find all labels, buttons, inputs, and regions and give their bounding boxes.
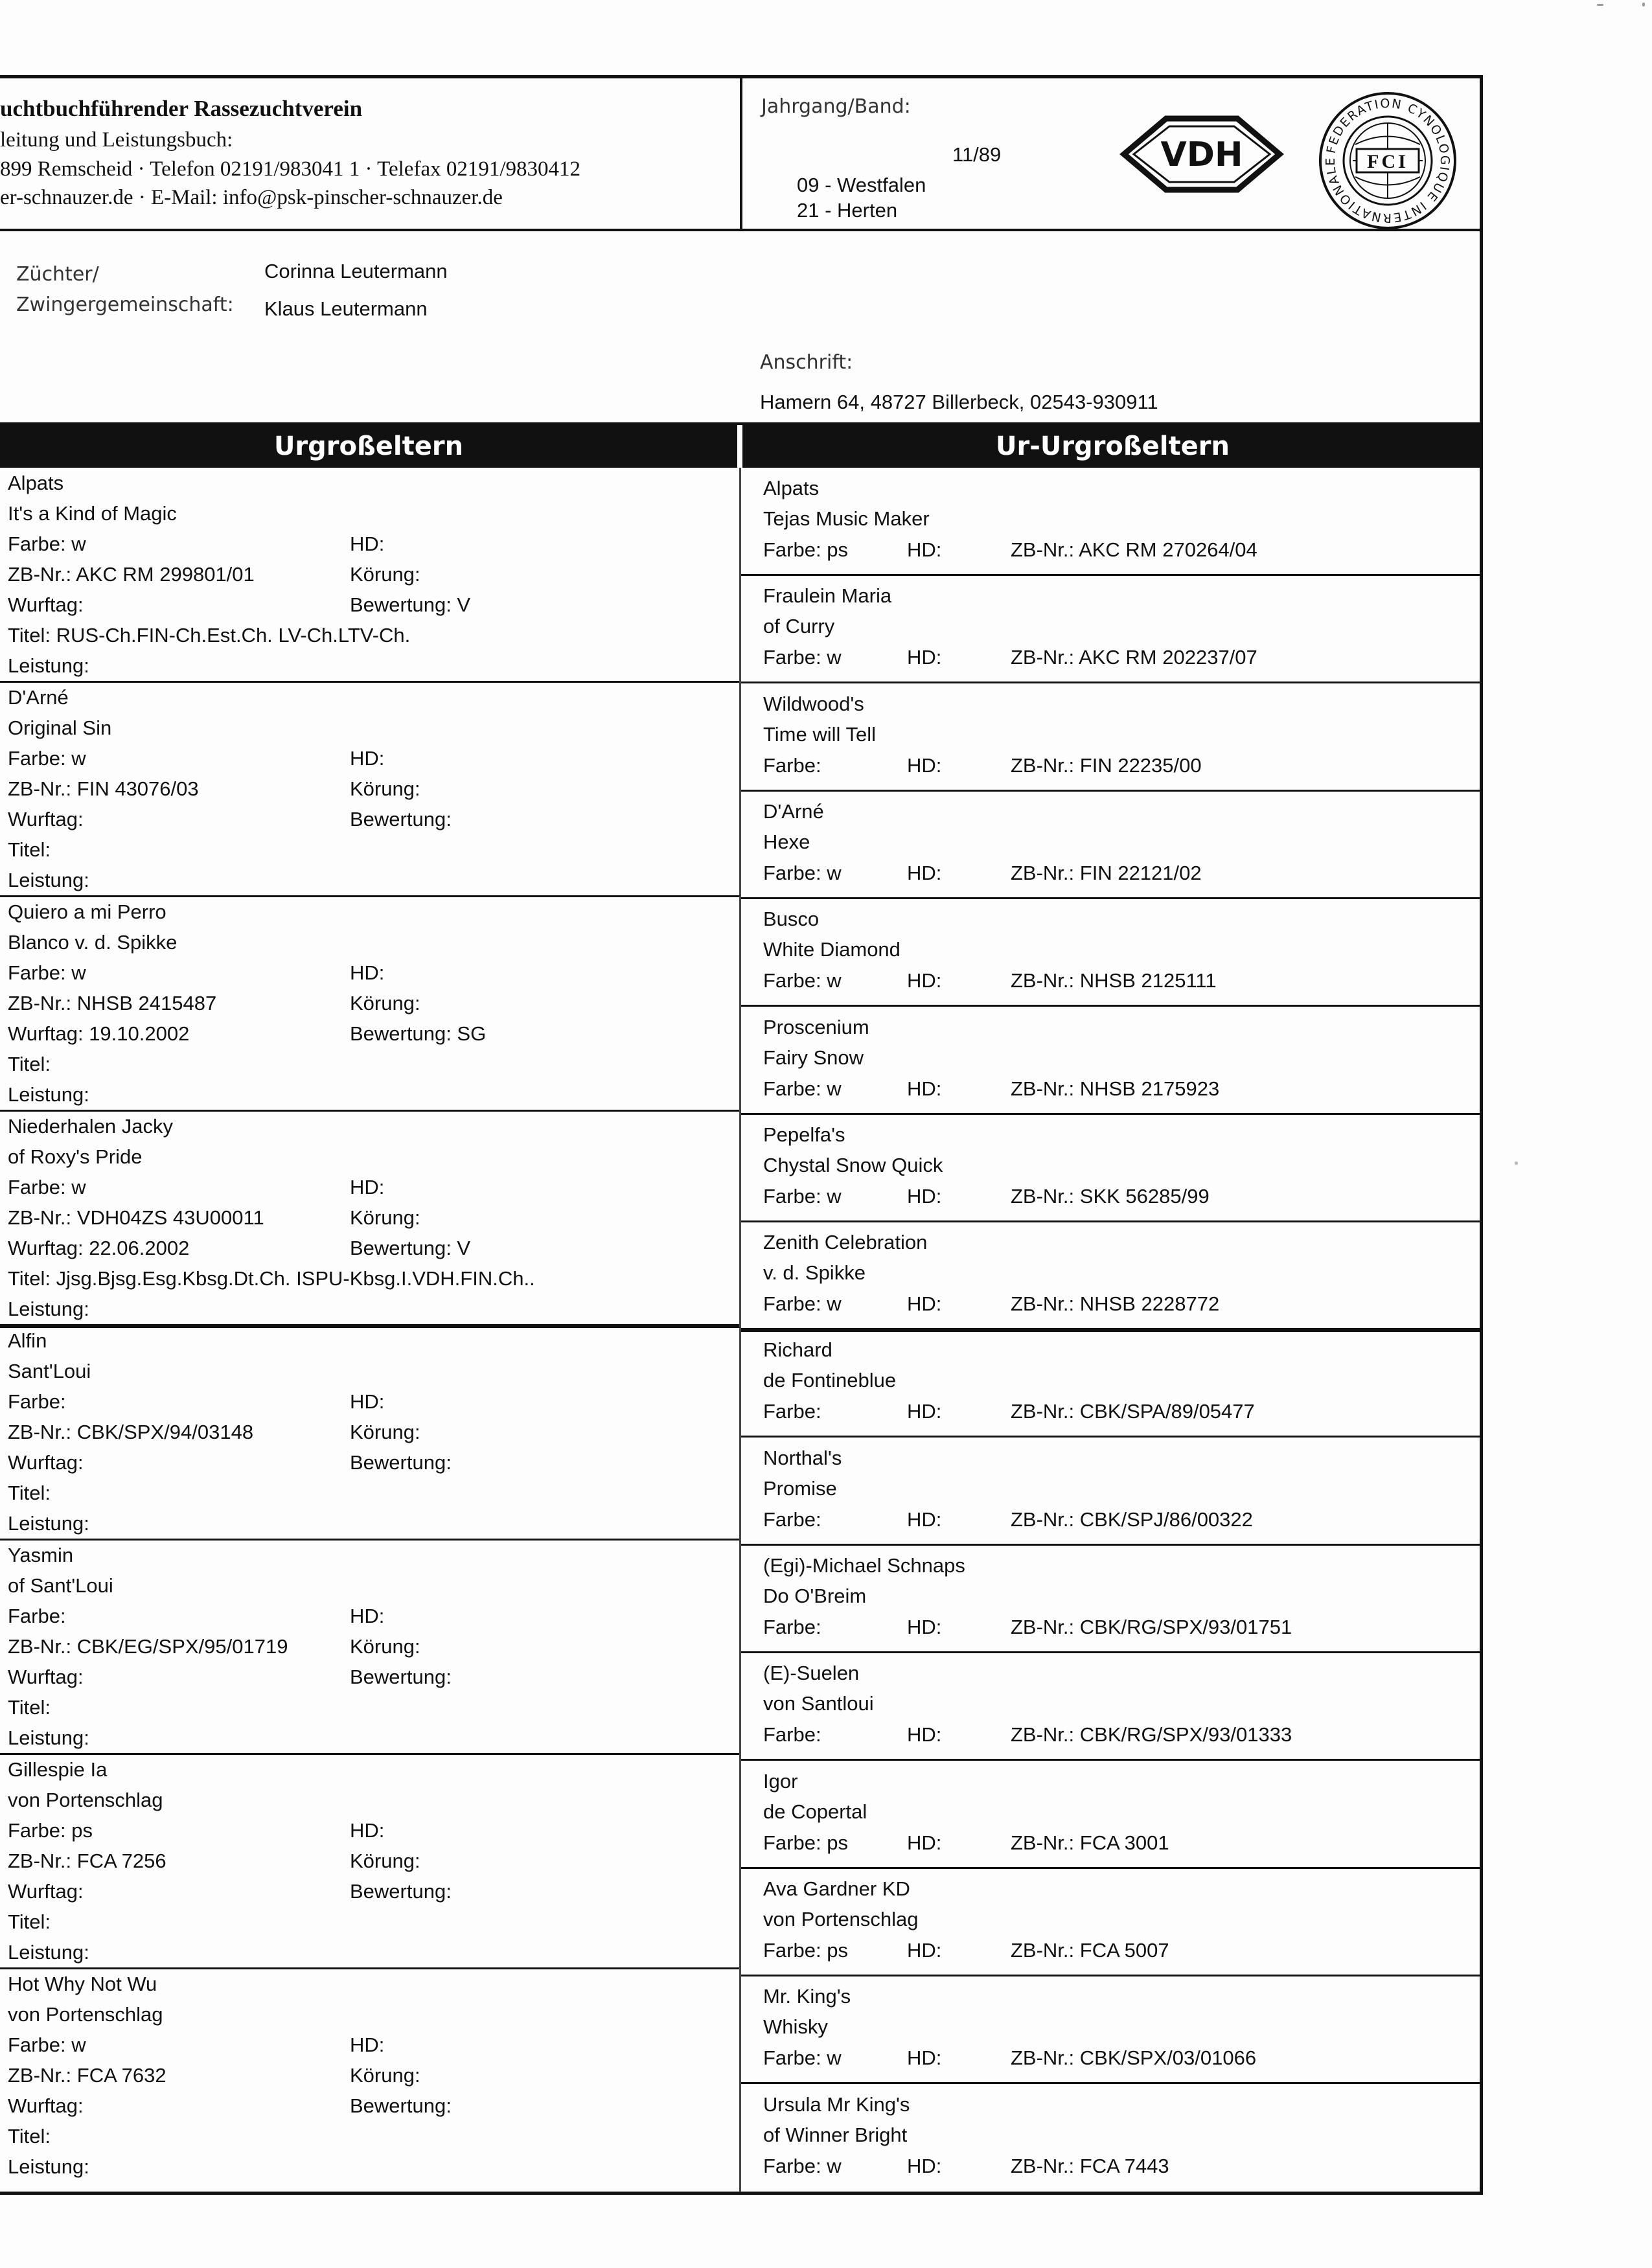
great-ancestor-name-line-1: (E)-Suelen	[763, 1662, 860, 1684]
great-ancestor-name-line-1: Ursula Mr King's	[763, 2093, 910, 2116]
great-ancestor-name-line-1: (Egi)-Michael Schnaps	[763, 1554, 965, 1577]
address-label: Anschrift:	[760, 351, 853, 374]
ancestor-divider	[0, 1967, 739, 1969]
great-ancestor-divider	[741, 1759, 1483, 1761]
great-ancestor-name-line-1: Alpats	[763, 477, 820, 499]
ancestor-zb-number: ZB-Nr.: AKC RM 299801/01	[8, 563, 255, 586]
great-ancestor-color: Farbe: w	[763, 969, 842, 992]
great-ancestor-hd: HD:	[907, 1616, 942, 1638]
great-ancestor-name-line-1: Pepelfa's	[763, 1123, 845, 1146]
great-ancestor-hd: HD:	[907, 862, 942, 884]
ancestor-divider	[0, 681, 739, 683]
ur-urgrosseltern-header: Ur-Urgroßeltern	[742, 425, 1483, 468]
ancestor-wurftag: Wurftag:	[8, 1880, 84, 1903]
ancestor-koerung: Körung:	[350, 992, 420, 1014]
great-ancestor-name-line-1: Northal's	[763, 1447, 842, 1469]
great-ancestor-divider	[741, 1651, 1483, 1653]
ancestor-color: Farbe: w	[8, 1176, 86, 1198]
ancestor-name-line-1: D'Arné	[8, 686, 69, 709]
great-ancestor-hd: HD:	[907, 1831, 942, 1854]
great-ancestor-hd: HD:	[907, 1723, 942, 1746]
ancestor-titel: Titel:	[8, 1482, 51, 1504]
great-ancestor-color: Farbe:	[763, 1616, 821, 1638]
ancestor-name-line-1: Alfin	[8, 1329, 47, 1352]
great-ancestor-name-line-2: de Copertal	[763, 1800, 867, 1823]
great-ancestor-zb-number: ZB-Nr.: CBK/SPJ/86/00322	[1011, 1508, 1253, 1531]
great-ancestor-color: Farbe:	[763, 1400, 821, 1423]
ancestor-divider	[0, 1110, 739, 1112]
great-ancestor-zb-number: ZB-Nr.: NHSB 2175923	[1011, 1077, 1220, 1100]
half-divider	[741, 1328, 1483, 1332]
ancestor-color: Farbe: ps	[8, 1819, 93, 1842]
great-ancestor-divider	[741, 1436, 1483, 1438]
great-ancestor-hd: HD:	[907, 969, 942, 992]
ancestor-zb-number: ZB-Nr.: NHSB 2415487	[8, 992, 217, 1014]
ancestor-wurftag: Wurftag:	[8, 1451, 84, 1474]
ancestor-leistung: Leistung:	[8, 1941, 89, 1964]
great-ancestor-zb-number: ZB-Nr.: SKK 56285/99	[1011, 1185, 1210, 1208]
ancestor-zb-number: ZB-Nr.: FCA 7632	[8, 2064, 166, 2087]
ancestor-bewertung: Bewertung:	[350, 1666, 452, 1688]
ancestor-hd: HD:	[350, 961, 385, 984]
great-ancestor-divider	[741, 1867, 1483, 1869]
ancestor-hd: HD:	[350, 747, 385, 770]
great-ancestor-divider	[741, 574, 1483, 576]
ancestor-color: Farbe: w	[8, 2033, 86, 2056]
region-line-1: 09 - Westfalen	[797, 174, 926, 196]
great-ancestor-name-line-2: Do O'Breim	[763, 1585, 867, 1607]
great-ancestor-name-line-2: von Santloui	[763, 1692, 874, 1715]
club-line-2: leitung und Leistungsbuch:	[0, 128, 233, 152]
great-ancestor-hd: HD:	[907, 646, 942, 669]
ancestor-name-line-1: Yasmin	[8, 1544, 74, 1566]
header-vertical-divider	[740, 76, 742, 230]
ancestor-koerung: Körung:	[350, 1421, 420, 1443]
great-ancestor-color: Farbe: w	[763, 1185, 842, 1208]
great-ancestor-name-line-2: White Diamond	[763, 938, 901, 961]
ancestor-divider	[0, 1753, 739, 1755]
breeder-name-2: Klaus Leutermann	[264, 297, 428, 320]
half-divider	[0, 1324, 739, 1328]
ancestor-name-line-2: of Roxy's Pride	[8, 1145, 143, 1168]
great-ancestor-zb-number: ZB-Nr.: CBK/SPA/89/05477	[1011, 1400, 1255, 1423]
great-ancestor-name-line-2: Whisky	[763, 2015, 828, 2038]
ancestor-titel: Titel:	[8, 1053, 51, 1075]
breeder-label-2: Zwingergemeinschaft:	[16, 293, 234, 316]
great-ancestor-name-line-1: Busco	[763, 908, 820, 930]
ancestor-bewertung: Bewertung:	[350, 808, 452, 830]
fci-ring-text: FEDERATION CYNOLOGIQUE INTERNATIONALE	[1323, 96, 1452, 225]
ancestor-name-line-2: of Sant'Loui	[8, 1574, 113, 1597]
breeder-label-1: Züchter/	[16, 263, 99, 286]
great-ancestor-zb-number: ZB-Nr.: FIN 22121/02	[1011, 862, 1202, 884]
great-ancestor-name-line-2: of Winner Bright	[763, 2124, 908, 2146]
vdh-logo	[1118, 109, 1286, 200]
great-ancestor-hd: HD:	[907, 2155, 942, 2177]
great-ancestor-hd: HD:	[907, 1292, 942, 1315]
great-ancestor-name-line-2: Fairy Snow	[763, 1046, 864, 1069]
fci-logo	[1316, 89, 1459, 232]
ancestor-name-line-2: Sant'Loui	[8, 1360, 91, 1382]
great-ancestor-name-line-1: Igor	[763, 1770, 798, 1793]
region-line-2: 21 - Herten	[797, 199, 898, 222]
ancestor-leistung: Leistung:	[8, 1512, 89, 1535]
ancestor-leistung: Leistung:	[8, 1298, 89, 1320]
great-ancestor-color: Farbe: w	[763, 1292, 842, 1315]
ancestor-leistung: Leistung:	[8, 869, 89, 891]
ancestor-color: Farbe: w	[8, 961, 86, 984]
club-line-3: 899 Remscheid · Telefon 02191/983041 1 · Telefax 02191/9830412	[0, 157, 581, 181]
ancestor-koerung: Körung:	[350, 1635, 420, 1658]
great-ancestor-color: Farbe: ps	[763, 1831, 848, 1854]
ancestor-wurftag: Wurftag:	[8, 593, 84, 616]
great-ancestor-zb-number: ZB-Nr.: NHSB 2125111	[1011, 969, 1217, 992]
ancestor-wurftag: Wurftag:	[8, 808, 84, 830]
ancestor-name-line-2: von Portenschlag	[8, 1789, 163, 1811]
ancestor-bewertung: Bewertung:	[350, 2094, 452, 2117]
ancestor-hd: HD:	[350, 1390, 385, 1413]
great-ancestor-color: Farbe: w	[763, 1077, 842, 1100]
great-ancestor-zb-number: ZB-Nr.: AKC RM 270264/04	[1011, 538, 1257, 561]
ancestor-titel: Titel: Jjsg.Bjsg.Esg.Kbsg.Dt.Ch. ISPU-Kbsg.I.VDH.FIN.Ch..	[8, 1267, 535, 1290]
great-ancestor-hd: HD:	[907, 1508, 942, 1531]
great-ancestor-divider	[741, 1113, 1483, 1115]
great-ancestor-hd: HD:	[907, 1077, 942, 1100]
ancestor-koerung: Körung:	[350, 2064, 420, 2087]
great-ancestor-name-line-1: D'Arné	[763, 800, 824, 823]
ancestor-leistung: Leistung:	[8, 2155, 89, 2178]
ancestor-name-line-2: Original Sin	[8, 716, 112, 739]
great-ancestor-zb-number: ZB-Nr.: AKC RM 202237/07	[1011, 646, 1257, 669]
great-ancestor-zb-number: ZB-Nr.: FCA 5007	[1011, 1939, 1169, 1962]
great-ancestor-color: Farbe: ps	[763, 1939, 848, 1962]
ancestor-zb-number: ZB-Nr.: CBK/EG/SPX/95/01719	[8, 1635, 288, 1658]
great-ancestor-name-line-2: de Fontineblue	[763, 1369, 897, 1392]
ancestor-titel: Titel:	[8, 838, 51, 861]
jahrgang-label: Jahrgang/Band:	[761, 95, 911, 118]
ancestor-divider	[0, 895, 739, 897]
ancestor-name-line-1: Gillespie Ia	[8, 1758, 108, 1781]
ancestor-leistung: Leistung:	[8, 1726, 89, 1749]
great-ancestor-zb-number: ZB-Nr.: FIN 22235/00	[1011, 754, 1202, 777]
ancestor-color: Farbe: w	[8, 533, 86, 555]
great-ancestor-name-line-1: Ava Gardner KD	[763, 1877, 910, 1900]
scan-speck	[1642, 3, 1645, 6]
ancestor-zb-number: ZB-Nr.: FCA 7256	[8, 1850, 166, 1872]
vdh-logo-text: VDH	[1160, 135, 1243, 174]
urgrosseltern-header: Urgroßeltern	[0, 425, 737, 468]
ancestor-bewertung: Bewertung: V	[350, 1237, 471, 1259]
great-ancestor-hd: HD:	[907, 1400, 942, 1423]
great-ancestor-name-line-1: Fraulein Maria	[763, 584, 892, 607]
great-ancestor-divider	[741, 1975, 1483, 1976]
great-ancestor-divider	[741, 1544, 1483, 1546]
great-ancestor-divider	[741, 1220, 1483, 1222]
great-ancestor-name-line-1: Wildwood's	[763, 693, 864, 715]
pedigree-frame	[0, 75, 1483, 2195]
ancestor-hd: HD:	[350, 2033, 385, 2056]
ancestor-koerung: Körung:	[350, 563, 420, 586]
great-ancestor-name-line-2: Hexe	[763, 830, 810, 853]
great-ancestor-hd: HD:	[907, 1185, 942, 1208]
great-ancestor-divider	[741, 2082, 1483, 2084]
fci-logo-text: FCI	[1367, 151, 1408, 172]
great-ancestor-hd: HD:	[907, 2046, 942, 2069]
scan-speck	[1515, 1162, 1518, 1165]
ancestor-zb-number: ZB-Nr.: CBK/SPX/94/03148	[8, 1421, 254, 1443]
ancestor-wurftag: Wurftag: 22.06.2002	[8, 1237, 190, 1259]
ancestor-koerung: Körung:	[350, 777, 420, 800]
ancestor-color: Farbe:	[8, 1390, 66, 1413]
ancestor-hd: HD:	[350, 1176, 385, 1198]
ancestor-titel: Titel:	[8, 1910, 51, 1933]
great-ancestor-zb-number: ZB-Nr.: FCA 3001	[1011, 1831, 1169, 1854]
great-ancestor-color: Farbe:	[763, 1508, 821, 1531]
ancestor-color: Farbe: w	[8, 747, 86, 770]
scan-speck	[1597, 4, 1603, 6]
ancestor-name-line-2: von Portenschlag	[8, 2003, 163, 2026]
great-ancestor-zb-number: ZB-Nr.: CBK/RG/SPX/93/01333	[1011, 1723, 1292, 1746]
great-ancestor-divider	[741, 1005, 1483, 1007]
ancestor-titel: Titel:	[8, 1696, 51, 1719]
ancestor-divider	[0, 1539, 739, 1541]
ancestor-zb-number: ZB-Nr.: VDH04ZS 43U00011	[8, 1206, 264, 1229]
great-ancestor-zb-number: ZB-Nr.: FCA 7443	[1011, 2155, 1169, 2177]
great-ancestor-divider	[741, 790, 1483, 792]
ancestor-name-line-1: Hot Why Not Wu	[8, 1973, 157, 1995]
ancestor-wurftag: Wurftag: 19.10.2002	[8, 1022, 190, 1045]
great-ancestor-color: Farbe:	[763, 754, 821, 777]
great-ancestor-name-line-2: Promise	[763, 1477, 837, 1500]
great-ancestor-color: Farbe: w	[763, 2046, 842, 2069]
ancestor-hd: HD:	[350, 1819, 385, 1842]
great-ancestor-zb-number: ZB-Nr.: NHSB 2228772	[1011, 1292, 1220, 1315]
great-ancestor-hd: HD:	[907, 754, 942, 777]
ancestor-bewertung: Bewertung: SG	[350, 1022, 487, 1045]
great-ancestor-name-line-2: of Curry	[763, 615, 835, 637]
ancestor-koerung: Körung:	[350, 1206, 420, 1229]
ancestor-bewertung: Bewertung:	[350, 1451, 452, 1474]
ancestor-bewertung: Bewertung: V	[350, 593, 471, 616]
great-ancestor-name-line-2: von Portenschlag	[763, 1908, 919, 1930]
jahrgang-value: 11/89	[952, 143, 1002, 166]
ancestor-hd: HD:	[350, 533, 385, 555]
ancestor-leistung: Leistung:	[8, 654, 89, 677]
ancestor-name-line-1: Alpats	[8, 472, 64, 494]
great-ancestor-color: Farbe:	[763, 1723, 821, 1746]
ancestor-bewertung: Bewertung:	[350, 1880, 452, 1903]
ancestor-leistung: Leistung:	[8, 1083, 89, 1106]
ancestor-name-line-1: Quiero a mi Perro	[8, 900, 166, 923]
ancestor-name-line-2: Blanco v. d. Spikke	[8, 931, 178, 954]
great-ancestor-name-line-2: Tejas Music Maker	[763, 507, 930, 530]
great-ancestor-zb-number: ZB-Nr.: CBK/RG/SPX/93/01751	[1011, 1616, 1292, 1638]
great-ancestor-color: Farbe: w	[763, 2155, 842, 2177]
great-ancestor-color: Farbe: w	[763, 862, 842, 884]
great-ancestor-hd: HD:	[907, 538, 942, 561]
ancestor-koerung: Körung:	[350, 1850, 420, 1872]
great-ancestor-divider	[741, 897, 1483, 899]
great-ancestor-zb-number: ZB-Nr.: CBK/SPX/03/01066	[1011, 2046, 1257, 2069]
great-ancestor-name-line-1: Proscenium	[763, 1016, 869, 1038]
great-ancestor-name-line-2: Chystal Snow Quick	[763, 1154, 943, 1176]
ancestor-name-line-2: It's a Kind of Magic	[8, 502, 177, 525]
great-ancestor-color: Farbe: ps	[763, 538, 848, 561]
ancestor-wurftag: Wurftag:	[8, 1666, 84, 1688]
address-value: Hamern 64, 48727 Billerbeck, 02543-930911	[760, 391, 1158, 413]
great-ancestor-divider	[741, 682, 1483, 683]
ancestor-wurftag: Wurftag:	[8, 2094, 84, 2117]
great-ancestor-name-line-2: Time will Tell	[763, 723, 876, 746]
great-ancestor-name-line-2: v. d. Spikke	[763, 1261, 866, 1284]
ancestor-name-line-1: Niederhalen Jacky	[8, 1115, 174, 1138]
great-ancestor-name-line-1: Richard	[763, 1338, 832, 1361]
club-line-4: er-schnauzer.de · E-Mail: info@psk-pinscher-schnauzer.de	[0, 186, 503, 209]
ancestor-color: Farbe:	[8, 1605, 66, 1627]
ancestor-titel: Titel: RUS-Ch.FIN-Ch.Est.Ch. LV-Ch.LTV-Ch.	[8, 624, 411, 647]
ancestor-zb-number: ZB-Nr.: FIN 43076/03	[8, 777, 199, 800]
ancestor-titel: Titel:	[8, 2125, 51, 2148]
ancestor-hd: HD:	[350, 1605, 385, 1627]
great-ancestor-color: Farbe: w	[763, 646, 842, 669]
club-title: uchtbuchführender Rassezuchtverein	[0, 96, 363, 121]
great-ancestor-name-line-1: Zenith Celebration	[763, 1231, 928, 1254]
great-ancestor-name-line-1: Mr. King's	[763, 1985, 851, 2008]
great-ancestor-hd: HD:	[907, 1939, 942, 1962]
breeder-name-1: Corinna Leutermann	[264, 260, 448, 282]
